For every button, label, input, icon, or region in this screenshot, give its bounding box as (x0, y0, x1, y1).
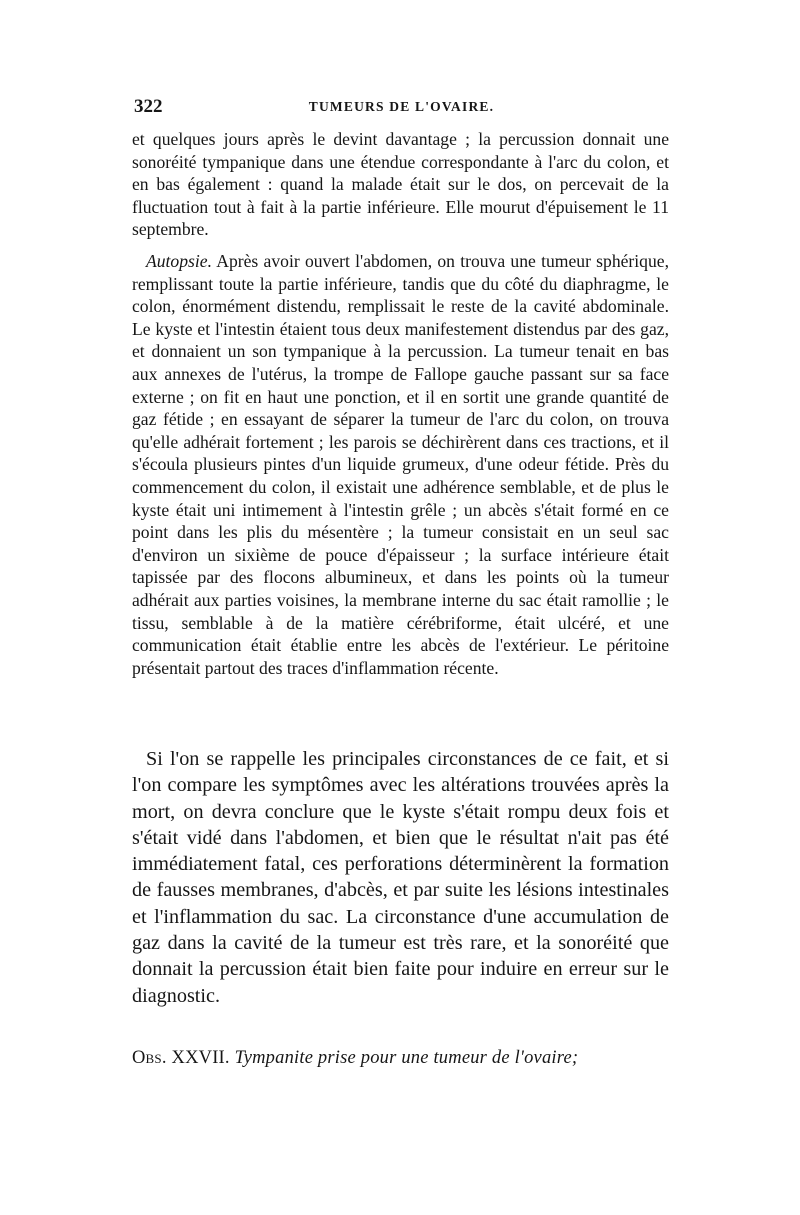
observation-label: Obs. XXVII. (132, 1048, 230, 1068)
running-title: TUMEURS DE L'OVAIRE. (308, 99, 495, 114)
autopsie-text: Après avoir ouvert l'abdomen, on trouva une tumeur sphérique, remplissant toute la partie inférieure, tandis que du côté du diaphragme, le colon, énormément distendu, remplissait le reste de la cavité abdominale. Le kyste et l'intestin étaient tous deux manifestement distendus par des gaz, et donnaient un son tympanique à la percussion. La tumeur tenait en bas aux annexes de l'utérus, la trompe de Fallope gauche passant sur sa face externe ; on fit en haut une ponction, et il en sortit une grande quantité de gaz fétide ; en essayant de séparer la tumeur de l'arc du colon, on trouva qu'elle adhérait fortement ; les parois se déchirèrent dans ces tractions, et il s'écoula plusieurs pintes d'un liquide grumeux, d'une odeur fétide. Près du commencement du colon, il existait une adhérence semblable, et de plus le kyste était uni intimement à l'intestin grêle ; un abcès s'était formé en ce point dans les plis du mésentère ; la tumeur consistait en un seul sac d'environ un sixième de pouce d'épaisseur ; la surface intérieure était tapissée par des flocons albumineux, et dans les points où la tumeur adhérait aux parties voisines, la membrane interne du sac était ramollie ; le tissu, semblable à de la matière cérébriforme, était ulcéré, et une communication était établie entre les abcès de l'extérieur. Le péritoine présentait partout des traces d'inflammation récente. (132, 251, 669, 678)
page-header (134, 96, 669, 122)
conclusion-text: Si l'on se rappelle les principales circonstances de ce fait, et si l'on compare les symptômes avec les altérations trouvées après la mort, on devra conclure que le kyste s'était rompu deux fois et s'était vidé dans l'abdomen, et bien que le résultat n'ait pas été immédiatement fatal, ces perforations déterminèrent la formation de fausses membranes, d'abcès, et par suite les lésions intestinales et l'inflammation du sac. La circonstance d'une accumulation de gaz dans la cavité de la tumeur est très rare, et la sonoréité que donnait la percussion était bien faite pour induire en erreur sur le diagnostic. (132, 748, 669, 1007)
observation-title: Tympanite prise pour une tumeur de l'ovaire; (234, 1048, 579, 1068)
paragraph-conclusion (132, 746, 669, 1009)
paragraph-continuation: et quelques jours après le devint davantage ; la percussion donnait une sonoréité tympanique dans une étendue correspondante à l'arc du colon, et en bas également : quand la malade était sur le dos, on percevait de la fluctuation tout à fait à la partie inférieure. Elle mourut d'épuisement le 11 septembre. (132, 129, 669, 240)
page-number: 322 (134, 96, 163, 117)
paragraph-autopsie (132, 250, 669, 679)
observation-heading (132, 1046, 669, 1070)
autopsie-heading: Autopsie. (146, 251, 212, 271)
